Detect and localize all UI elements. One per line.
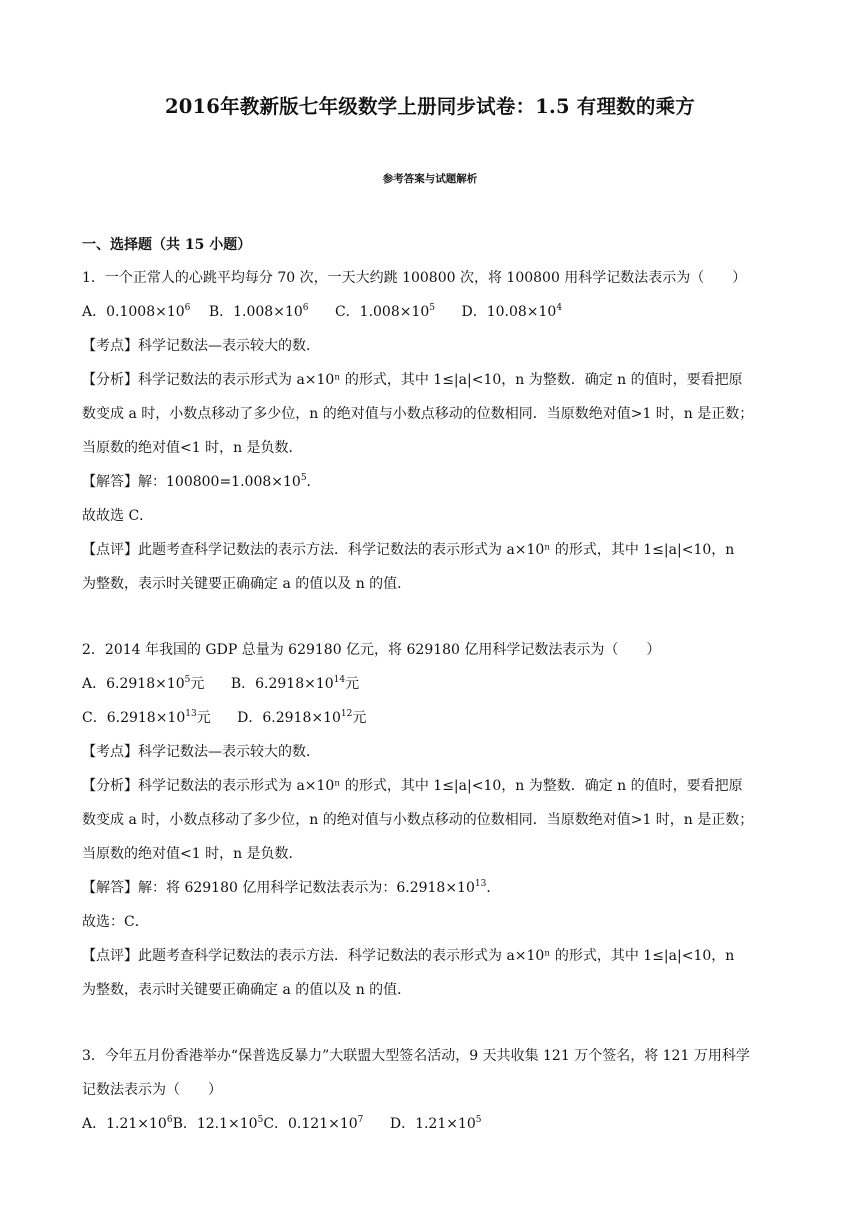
- q3-option-c: C．$0.121\times 10^7$: [263, 1115, 364, 1132]
- q2-options-row-2: [82, 708, 782, 728]
- q3-options: [82, 1114, 782, 1134]
- q2-option-a: A．$6.2918\times 10^5$元: [82, 675, 205, 692]
- q1-fenxi-line-3: 当原数的绝对值<1 时，n 是负数．: [82, 440, 303, 456]
- q3-option-d: D．$1.21\times 10^5$: [389, 1115, 482, 1132]
- q1-option-d: D．$10.08\times 10^4$: [461, 303, 563, 320]
- document-subtitle: 参考答案与试题解析: [382, 173, 478, 185]
- q1-dianping-line-2: 为整数，表示时关键要正确确定 a 的值以及 n 的值．: [82, 576, 412, 592]
- q2-answer: 故选：C．: [82, 914, 149, 930]
- q1-options: [82, 302, 782, 322]
- q2-dianping-line-2: 为整数，表示时关键要正确确定 a 的值以及 n 的值．: [82, 982, 412, 998]
- q1-kaodian: 【考点】科学记数法—表示较大的数．: [82, 338, 320, 354]
- q1-answer: 故故选 C．: [82, 508, 154, 524]
- document-title: 2016年教新版七年级数学上册同步试卷：1.5 有理数的乘方: [165, 95, 695, 118]
- q2-stem: 2．2014 年我国的 GDP 总量为 629180 亿元，将 629180 亿用科学记数法表示为（ ）: [82, 642, 661, 658]
- q1-option-a: A．$0.1008\times 10^6$: [82, 303, 191, 320]
- q2-dianping-line-1: 【点评】此题考查科学记数法的表示方法．科学记数法的表示形式为 a×10ⁿ 的形式，其中 1≤|a|<10，n: [82, 948, 735, 964]
- q3-option-b: B．$12.1\times 10^5$: [172, 1115, 264, 1132]
- q2-fenxi-line-2: 数变成 a 时，小数点移动了多少位，n 的绝对值与小数点移动的位数相同．当原数绝对值>1 时，n 是正数；: [82, 812, 754, 828]
- q1-stem: 1．一个正常人的心跳平均每分 70 次，一天大约跳 100800 次，将 100800 用科学记数法表示为（ ）: [82, 270, 747, 286]
- q1-dianping-line-1: 【点评】此题考查科学记数法的表示方法．科学记数法的表示形式为 a×10ⁿ 的形式，其中 1≤|a|<10，n: [82, 542, 735, 558]
- q3-option-a: A．$1.21\times 10^6$: [82, 1115, 173, 1132]
- q1-option-c: C．$1.008\times 10^5$: [334, 303, 436, 320]
- q3-stem-line-2: 记数法表示为（ ）: [82, 1082, 222, 1098]
- section-heading: 一、选择题（共 15 小题）: [82, 237, 252, 253]
- q1-fenxi-line-1: 【分析】科学记数法的表示形式为 a×10ⁿ 的形式，其中 1≤|a|<10，n 为整数．确定 n 的值时，要看把原: [82, 372, 743, 388]
- q2-fenxi-line-3: 当原数的绝对值<1 时，n 是负数．: [82, 846, 303, 862]
- q1-fenxi-line-2: 数变成 a 时，小数点移动了多少位，n 的绝对值与小数点移动的位数相同．当原数绝对值>1 时，n 是正数；: [82, 406, 754, 422]
- q2-option-c: C．$6.2918\times 10^{13}$元: [82, 709, 211, 726]
- q2-jieda: 【解答】解：将 629180 亿用科学记数法表示为：$6.2918\times 10^{13}$．: [82, 879, 501, 896]
- q2-options-row-1: [82, 674, 782, 694]
- q2-kaodian: 【考点】科学记数法—表示较大的数．: [82, 744, 320, 760]
- q1-jieda: 【解答】解：$100800=1.008\times 10^5$．: [82, 473, 321, 490]
- q2-fenxi-line-1: 【分析】科学记数法的表示形式为 a×10ⁿ 的形式，其中 1≤|a|<10，n 为整数．确定 n 的值时，要看把原: [82, 778, 743, 794]
- q3-stem-line-1: 3．今年五月份香港举办“保普选反暴力”大联盟大型签名活动，9 天共收集 121 万个签名，将 121 万用科学: [82, 1048, 750, 1064]
- q1-option-b: B．$1.008\times 10^6$: [208, 303, 309, 320]
- q2-option-b: B．$6.2918\times 10^{14}$元: [230, 675, 360, 692]
- q2-option-d: D．$6.2918\times 10^{12}$元: [237, 709, 367, 726]
